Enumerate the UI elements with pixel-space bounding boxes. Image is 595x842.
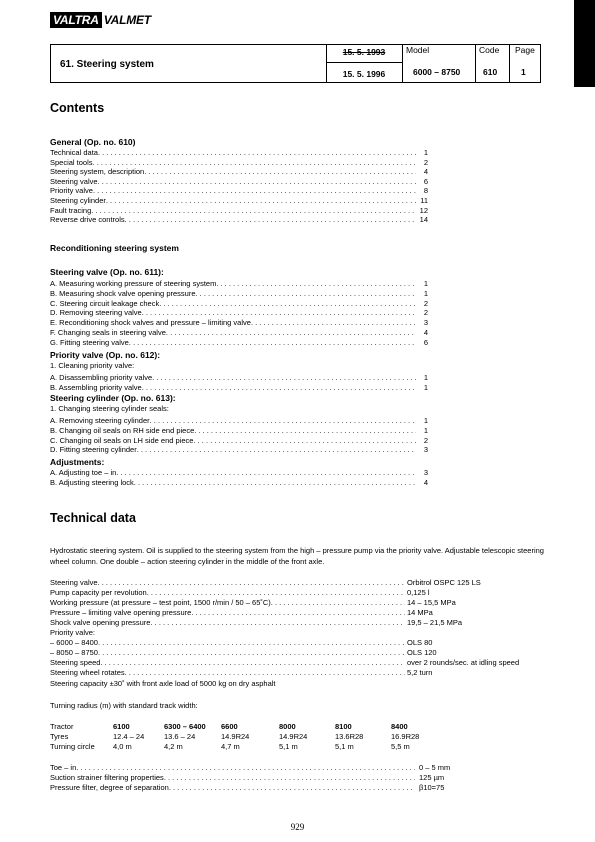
toc-entry: [50, 338, 428, 348]
toc-entry-label: Steering system, description: [50, 167, 145, 177]
dot-leader: [98, 648, 405, 658]
toc-entry: [50, 206, 428, 216]
toc-entry: [50, 383, 428, 393]
spec-row: [50, 608, 405, 618]
dot-leader: [271, 598, 405, 608]
spec-row: [50, 763, 415, 773]
dot-leader: [196, 289, 417, 299]
spec-row: [50, 618, 405, 628]
toc-entry: [50, 318, 428, 328]
spec-label: Pump capacity per revolution: [50, 588, 147, 597]
steering-cylinder-note: 1. Changing steering cylinder seals:: [50, 404, 169, 413]
toc-entry-label: Priority valve: [50, 186, 93, 196]
spec-value: 0,125 l: [407, 588, 430, 597]
toc-entry: [50, 308, 428, 318]
spec-row: [50, 638, 405, 648]
toc-entry: [50, 289, 428, 299]
toc-entry: [50, 416, 428, 426]
turning-table-cell: 12.4 – 24: [113, 732, 145, 741]
dot-leader: [164, 773, 415, 783]
toc-entry-page: 2: [423, 435, 428, 445]
toc-entry-page: 2: [423, 298, 428, 308]
turning-table-cell: 4,2 m: [164, 742, 183, 751]
dot-leader: [98, 148, 416, 158]
toc-entry: [50, 167, 428, 177]
toc-entry: [50, 186, 428, 196]
header-model-value: 6000 – 8750: [413, 67, 461, 77]
spec-row: [50, 773, 415, 783]
spec-label: Pressure filter, degree of separation: [50, 783, 169, 792]
turning-table-cell: 4,0 m: [113, 742, 132, 751]
toc-entry-label: B. Assembling priority valve: [50, 382, 142, 392]
header-page-label: Page: [515, 45, 535, 55]
toc-entry: [50, 177, 428, 187]
toc-entry-page: 1: [423, 288, 428, 298]
toc-entry-page: 4: [423, 478, 428, 487]
spec-value: OLS 120: [407, 648, 437, 657]
toc-entry-label: C. Steering circuit leakage check: [50, 298, 160, 308]
dot-leader: [216, 279, 416, 289]
spec-value: 5,2 turn: [407, 668, 433, 677]
spec-label: Shock valve opening pressure: [50, 618, 151, 627]
spec-value: over 2 rounds/sec. at idling speed: [407, 658, 520, 667]
steering-valve-title: Steering valve (Op. no. 611):: [50, 267, 164, 277]
technical-intro: Hydrostatic steering system. Oil is supplied to the steering system from the high – pressure pump via the priority valve. Adjustable telescopic steering wheel column. One double – action steering cylinder in the middle of the front axle.: [50, 546, 544, 566]
toc-entry-page: 3: [423, 468, 428, 477]
toc-entry: [50, 436, 428, 446]
spec-row: [50, 588, 405, 598]
dot-leader: [169, 783, 415, 793]
capacity-note: Steering capacity ±30˚ with front axle load of 5000 kg on dry asphalt: [50, 679, 276, 688]
toc-entry-page: 4: [423, 167, 428, 177]
dot-leader: [150, 618, 405, 628]
toc-entry: [50, 215, 428, 225]
turning-table-cell: 8000: [279, 722, 296, 731]
dot-leader: [142, 308, 416, 318]
toc-entry-page: 12: [419, 205, 428, 215]
dot-leader: [166, 328, 416, 338]
spec-row: [50, 783, 415, 793]
page-number: 929: [290, 822, 305, 832]
general-title: General (Op. no. 610): [50, 137, 136, 147]
priority-valve-title: Priority valve (Op. no. 612):: [50, 350, 161, 360]
dot-leader: [98, 578, 405, 588]
spec-value: 14 – 15,5 MPa: [407, 598, 456, 607]
turning-table-row-label: Tractor: [50, 722, 74, 731]
toc-entry-label: Technical data: [50, 148, 98, 157]
toc-entry-label: B. Adjusting steering lock: [50, 478, 134, 487]
spec-row: [50, 648, 405, 658]
dot-leader: [147, 588, 405, 598]
toc-entry-label: E. Reconditioning shock valves and pressure – limiting valve: [50, 318, 251, 328]
toc-entry-page: 3: [423, 445, 428, 455]
toc-entry-label: A. Measuring working pressure of steering system: [50, 279, 217, 288]
spec-label: Steering valve: [50, 578, 98, 587]
toc-entry-label: A. Disassembling priority valve: [50, 373, 153, 382]
dot-leader: [150, 416, 416, 426]
turning-table-cell: 5,1 m: [279, 742, 298, 751]
turning-note: Turning radius (m) with standard track width:: [50, 701, 198, 710]
toc-entry-label: Special tools: [50, 157, 93, 167]
spec-value: 0 – 5 mm: [419, 763, 451, 772]
toc-entry-page: 1: [423, 425, 428, 435]
turning-table-cell: 6600: [221, 722, 238, 731]
toc-entry: [50, 445, 428, 455]
technical-data-title: Technical data: [50, 511, 136, 525]
spec-value: Orbitrol OSPC 125 LS: [407, 578, 481, 587]
spec-label: Pressure – limiting valve opening pressure: [50, 608, 192, 617]
toc-entry-label: D. Fitting steering cylinder: [50, 445, 137, 455]
spec-value: 125 µm: [419, 773, 445, 782]
toc-entry-label: B. Changing oil seals on RH side end piece: [50, 425, 195, 435]
dot-leader: [125, 215, 416, 225]
header-model-label: Model: [406, 45, 430, 55]
dot-leader: [100, 658, 405, 668]
toc-entry-label: Fault tracing: [50, 205, 92, 215]
toc-entry-page: 1: [423, 373, 428, 382]
dot-leader: [116, 468, 416, 478]
toc-entry-page: 1: [423, 279, 428, 288]
spec-label: Working pressure (at pressure – test point, 1500 r/min / 50 – 65˚C): [50, 598, 271, 607]
priority-valve-note: 1. Cleaning priority valve:: [50, 361, 135, 370]
turning-table-cell: 13.6R28: [335, 732, 364, 741]
toc-entry: [50, 148, 428, 158]
adjustments-title: Adjustments:: [50, 457, 105, 467]
turning-table-cell: 5,5 m: [391, 742, 410, 751]
spec-row: [50, 658, 405, 668]
turning-table-cell: 4,7 m: [221, 742, 240, 751]
dot-leader: [152, 373, 416, 383]
toc-entry-label: Steering cylinder: [50, 196, 106, 205]
valtra-valmet-logo: [50, 12, 173, 28]
spec-row: [50, 598, 405, 608]
toc-entry-page: 1: [423, 148, 428, 157]
dot-leader: [159, 299, 416, 309]
toc-entry-label: Reverse drive controls: [50, 215, 125, 225]
dot-leader: [76, 763, 415, 773]
turning-table-cell: 14.9R24: [221, 732, 250, 741]
dot-leader: [98, 638, 405, 648]
turning-table-cell: 5,1 m: [335, 742, 354, 751]
toc-entry-label: C. Changing oil seals on LH side end piece: [50, 435, 194, 445]
turning-table-cell: 14.9R24: [279, 732, 308, 741]
toc-entry-page: 6: [423, 176, 428, 186]
toc-entry-page: 1: [423, 416, 428, 425]
dot-leader: [91, 206, 416, 216]
header-title: 61. Steering system: [60, 59, 154, 70]
recond-title: Reconditioning steering system: [50, 243, 179, 253]
dot-leader: [106, 196, 416, 206]
spec-label: – 8050 – 8750: [50, 648, 98, 657]
toc-entry-label: G. Fitting steering valve: [50, 337, 129, 347]
toc-entry-page: 4: [423, 328, 428, 337]
toc-entry: [50, 468, 428, 478]
turning-table-cell: 6300 – 6400: [164, 722, 206, 731]
dot-leader: [137, 445, 416, 455]
spec-label: Toe – in: [50, 763, 77, 772]
spec-value: 14 MPa: [407, 608, 433, 617]
spec-label: Steering wheel rotates: [50, 668, 125, 677]
dot-leader: [125, 668, 405, 678]
toc-entry-page: 3: [423, 318, 428, 328]
spec-row: [50, 668, 405, 678]
toc-entry: [50, 196, 428, 206]
toc-entry-label: A. Adjusting toe – in: [50, 468, 117, 477]
spec-label: Suction strainer filtering properties: [50, 773, 164, 782]
turning-table-row-label: Turning circle: [50, 742, 95, 751]
header-page-value: 1: [521, 67, 526, 77]
turning-table-cell: 6100: [113, 722, 130, 731]
dot-leader: [144, 167, 416, 177]
spec-value: OLS 80: [407, 638, 433, 647]
toc-entry-label: A. Removing steering cylinder: [50, 416, 150, 425]
toc-entry-page: 2: [423, 157, 428, 167]
spec-label: Steering speed: [50, 658, 101, 667]
spec-label: – 6000 – 8400: [50, 638, 98, 647]
toc-entry: [50, 299, 428, 309]
logo-valmet: VALMET: [103, 13, 151, 27]
dot-leader: [193, 436, 416, 446]
turning-table-cell: 13.6 – 24: [164, 732, 196, 741]
toc-entry-page: 2: [423, 308, 428, 318]
dot-leader: [134, 478, 416, 488]
dot-leader: [129, 338, 416, 348]
toc-entry: [50, 426, 428, 436]
steering-cylinder-title: Steering cylinder (Op. no. 613):: [50, 393, 176, 403]
toc-entry: [50, 158, 428, 168]
turning-table-cell: 8400: [391, 722, 408, 731]
turning-table-cell: 8100: [335, 722, 352, 731]
toc-entry-label: F. Changing seals in steering valve: [50, 328, 166, 337]
turning-table-row-label: Tyres: [50, 732, 69, 741]
spec-value: β10=75: [419, 783, 445, 792]
header-code-value: 610: [483, 67, 498, 77]
toc-entry-page: 14: [419, 215, 428, 225]
logo-valtra: VALTRA: [50, 12, 102, 28]
spec-value: 19,5 – 21,5 MPa: [407, 618, 463, 627]
toc-entry: [50, 328, 428, 338]
dot-leader: [98, 177, 416, 187]
header-date-divider: [326, 62, 402, 63]
header-date-old: 15. 5. 1993: [342, 47, 386, 57]
dot-leader: [251, 318, 416, 328]
dot-leader: [194, 426, 416, 436]
toc-entry-page: 6: [423, 337, 428, 347]
dot-leader: [93, 186, 416, 196]
toc-entry: [50, 373, 428, 383]
dot-leader: [191, 608, 405, 618]
contents-title: Contents: [50, 101, 105, 115]
header-code-label: Code: [479, 45, 500, 55]
toc-entry-label: Steering valve: [50, 176, 98, 186]
toc-entry: [50, 478, 428, 488]
toc-entry-label: D. Removing steering valve: [50, 308, 142, 318]
toc-entry-page: 8: [423, 186, 428, 196]
spec-row: [50, 578, 405, 588]
toc-entry-page: 11: [420, 196, 428, 205]
header-date-new: 15. 5. 1996: [342, 69, 386, 79]
dot-leader: [142, 383, 416, 393]
toc-entry: [50, 279, 428, 289]
dot-leader: [93, 158, 416, 168]
turning-table-cell: 16.9R28: [391, 732, 420, 741]
priority-valve-label: Priority valve:: [50, 628, 96, 637]
toc-entry-label: B. Measuring shock valve opening pressure: [50, 288, 196, 298]
toc-entry-page: 1: [423, 382, 428, 392]
section-thumb-tab: [574, 0, 595, 87]
